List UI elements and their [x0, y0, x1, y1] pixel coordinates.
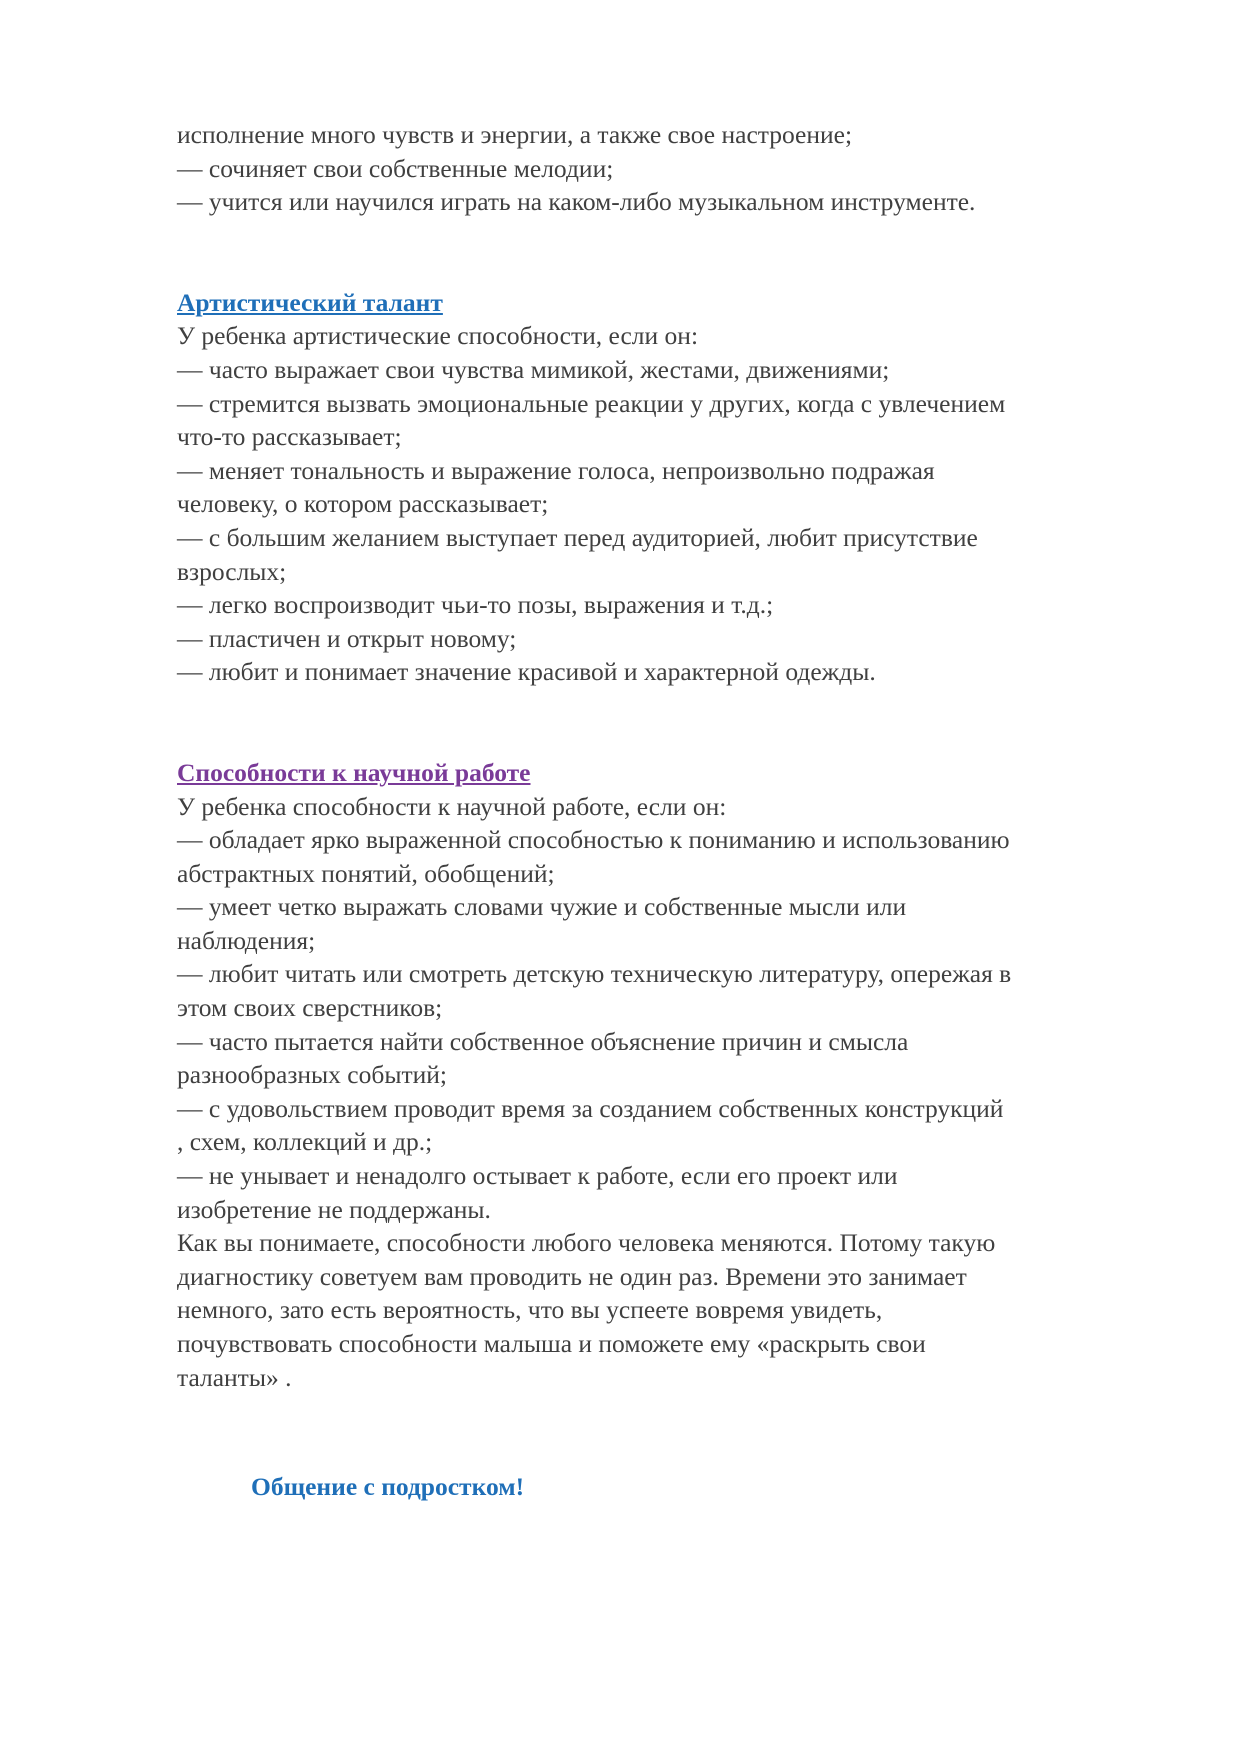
text-line: У ребенка артистические способности, если он:: [177, 321, 699, 351]
document-page: [177, 118, 1157, 1394]
text-line: — меняет тональность и выражение голоса, непроизвольно подражая: [177, 455, 935, 485]
text-line: — любит и понимает значение красивой и характерной одежды.: [177, 657, 876, 687]
text-line: почувствовать способности малыша и поможете ему «раскрыть свои: [177, 1329, 926, 1358]
text-line: — пластичен и открыт новому;: [177, 623, 517, 653]
text-line: — обладает ярко выраженной способностью к пониманию и использованию: [177, 825, 1010, 855]
text-line: — любит читать или смотреть детскую техническую литературу, опережая в: [177, 959, 1012, 989]
text-line: взрослых;: [177, 556, 287, 586]
text-line: разнообразных событий;: [177, 1060, 448, 1090]
text-line: таланты» .: [177, 1362, 292, 1392]
text-line: что-то рассказывает;: [177, 422, 402, 452]
text-line: — учится или научился играть на каком-либо музыкальном инструменте.: [177, 187, 976, 217]
text-line: — не унывает и ненадолго остывает к работе, если его проект или: [177, 1161, 898, 1191]
text-line: — сочиняет свои собственные мелодии;: [177, 153, 614, 183]
text-line: — с большим желанием выступает перед аудиторией, любит присутствие: [177, 522, 978, 552]
text-line: — умеет четко выражать словами чужие и собственные мысли или: [177, 892, 907, 922]
text-line: этом своих сверстников;: [177, 993, 443, 1023]
science-section: [177, 756, 1157, 1394]
text-line: , схем, коллекций и др.;: [177, 1127, 433, 1157]
text-line: немного, зато есть вероятность, что вы успеете вовремя увидеть,: [177, 1295, 883, 1325]
text-line: — часто пытается найти собственное объяснение причин и смысла: [177, 1026, 909, 1056]
text-line: — часто выражает свои чувства мимикой, жестами, движениями;: [177, 354, 890, 384]
artistic-section: [177, 286, 1157, 689]
text-line: — легко воспроизводит чьи-то позы, выражения и т.д.;: [177, 590, 774, 620]
text-line: абстрактных понятий, обобщений;: [177, 858, 555, 888]
intro-section: [177, 118, 1157, 219]
text-line: — стремится вызвать эмоциональные реакции у других, когда с увлечением: [177, 388, 1006, 418]
text-line: диагностику советуем вам проводить не один раз. Времени это занимает: [177, 1261, 967, 1291]
text-line: исполнение много чувств и энергии, а также свое настроение;: [177, 120, 853, 149]
text-line: У ребенка способности к научной работе, если он:: [177, 791, 727, 821]
text-line: Как вы понимаете, способности любого человека меняются. Потому такую: [177, 1228, 996, 1258]
text-line: человеку, о котором рассказывает;: [177, 489, 549, 519]
text-line: — с удовольствием проводит время за созданием собственных конструкций: [177, 1093, 1004, 1123]
science-heading: Способности к научной работе: [177, 757, 531, 787]
artistic-heading: Артистический талант: [177, 287, 443, 317]
text-line: наблюдения;: [177, 925, 316, 955]
text-line: изобретение не поддержаны.: [177, 1194, 491, 1224]
final-heading: Общение с подростком!: [251, 1472, 525, 1501]
